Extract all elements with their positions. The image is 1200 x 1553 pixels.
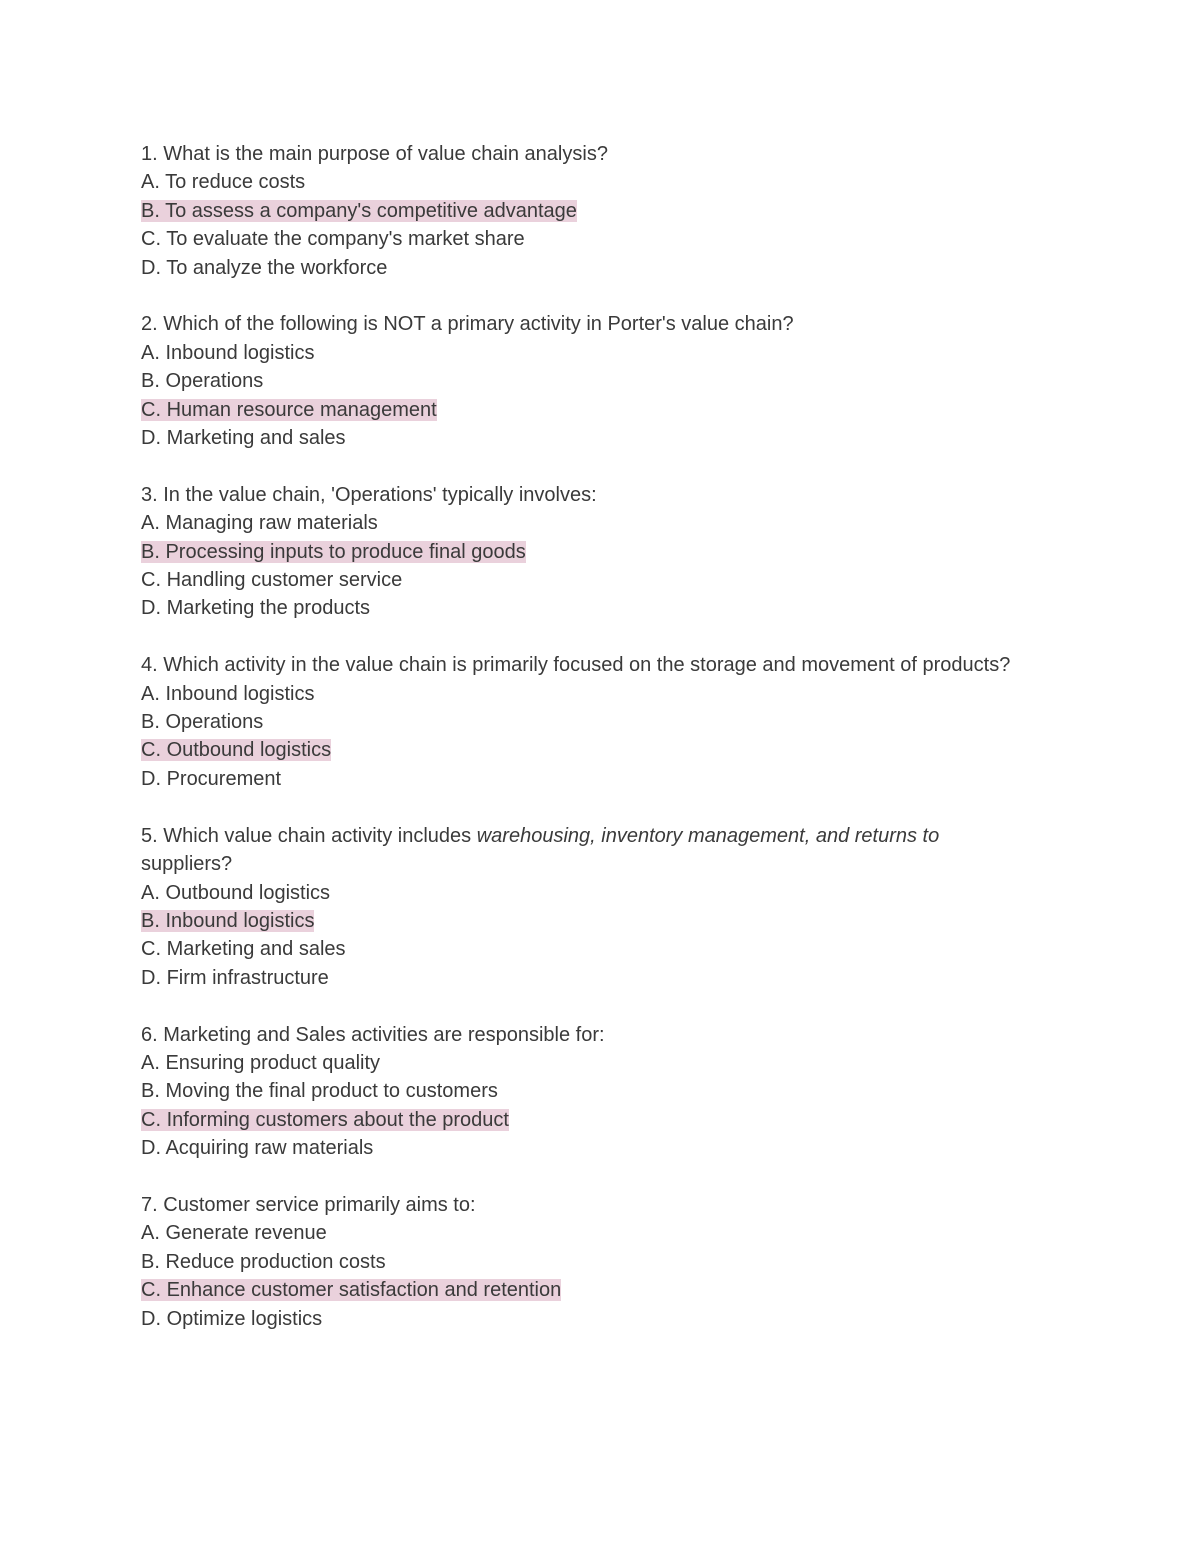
option-text (141, 427, 346, 449)
option-letter: C. (141, 398, 161, 421)
correct-answer-highlight (141, 1279, 561, 1301)
option-6c (141, 1106, 1021, 1134)
option-text (141, 597, 370, 619)
option-7c (141, 1276, 1021, 1304)
option-3a (141, 509, 1021, 537)
option-label: Outbound logistics (165, 881, 331, 904)
option-3b (141, 538, 1021, 566)
question-5 (141, 822, 1021, 992)
option-label: Inbound logistics (165, 909, 315, 932)
option-letter: B. (141, 199, 160, 222)
option-label: Operations (165, 370, 264, 393)
question-4 (141, 651, 1021, 793)
option-text (141, 228, 525, 250)
question-text: What is the main purpose of value chain analysis? (163, 143, 608, 165)
question-number: 1. (141, 143, 158, 165)
question-1-prompt (141, 140, 1021, 168)
option-text (141, 711, 263, 733)
option-label: Informing customers about the product (166, 1108, 509, 1131)
question-5-prompt (141, 822, 1021, 879)
option-letter: D. (141, 427, 161, 450)
correct-answer-highlight (141, 399, 437, 421)
option-3d (141, 594, 1021, 622)
option-7a (141, 1219, 1021, 1247)
option-2d (141, 424, 1021, 452)
question-1 (141, 140, 1021, 282)
option-text (141, 257, 387, 279)
option-label: Marketing and sales (166, 938, 346, 961)
option-text (141, 683, 314, 705)
option-text (141, 1052, 380, 1074)
question-number: 5. (141, 824, 158, 847)
question-number: 6. (141, 1023, 158, 1046)
option-label: Outbound logistics (166, 739, 332, 762)
option-label: To reduce costs (165, 171, 306, 194)
option-letter: D. (141, 597, 161, 620)
option-text (141, 882, 330, 904)
option-label: Inbound logistics (165, 682, 315, 705)
option-text (141, 171, 305, 193)
option-letter: B. (141, 711, 160, 734)
option-text (141, 512, 378, 534)
option-text (141, 1251, 386, 1273)
option-6b (141, 1077, 1021, 1105)
option-label: To assess a company's competitive advantage (165, 199, 577, 222)
question-2-prompt (141, 310, 1021, 338)
question-3 (141, 481, 1021, 623)
option-4a (141, 680, 1021, 708)
question-number: 4. (141, 654, 158, 677)
option-label: Processing inputs to produce final goods (165, 540, 526, 563)
option-letter: D. (141, 966, 161, 989)
option-label: Optimize logistics (166, 1307, 323, 1330)
option-1b (141, 197, 1021, 225)
question-7 (141, 1191, 1021, 1333)
quiz-document (141, 140, 1021, 1361)
option-6a (141, 1049, 1021, 1077)
option-letter: A. (141, 881, 160, 904)
question-6 (141, 1021, 1021, 1163)
option-label: Firm infrastructure (166, 966, 329, 989)
question-2 (141, 310, 1021, 452)
option-label: Moving the final product to customers (165, 1080, 498, 1103)
question-6-prompt (141, 1021, 1021, 1049)
option-letter: B. (141, 370, 160, 393)
option-label: Enhance customer satisfaction and retention (166, 1279, 562, 1302)
option-text (141, 1080, 498, 1102)
question-text-italic: warehousing, inventory management, and returns to (476, 824, 940, 847)
option-4b (141, 708, 1021, 736)
option-text (141, 342, 314, 364)
option-label: Generate revenue (165, 1222, 327, 1245)
option-letter: B. (141, 909, 160, 932)
option-label: Handling customer service (166, 569, 403, 592)
option-5b (141, 907, 1021, 935)
option-letter: B. (141, 1250, 160, 1273)
option-text (141, 370, 263, 392)
correct-answer-highlight (141, 910, 314, 932)
question-text: In the value chain, 'Operations' typically involves: (163, 483, 597, 506)
option-letter: C. (141, 938, 161, 961)
option-1c (141, 225, 1021, 253)
option-letter: B. (141, 540, 160, 563)
option-label: Ensuring product quality (165, 1051, 381, 1074)
option-letter: C. (141, 1279, 161, 1302)
option-5d (141, 964, 1021, 992)
option-letter: A. (141, 171, 160, 194)
option-text (141, 938, 346, 960)
option-4c (141, 736, 1021, 764)
option-letter: C. (141, 569, 161, 592)
option-letter: C. (141, 1108, 161, 1131)
option-label: Reduce production costs (165, 1250, 386, 1273)
option-label: Marketing and sales (166, 427, 346, 450)
option-2b (141, 367, 1021, 395)
option-letter: A. (141, 341, 160, 364)
option-text (141, 1308, 322, 1330)
option-6d (141, 1134, 1021, 1162)
option-5c (141, 935, 1021, 963)
option-letter: A. (141, 1051, 160, 1074)
option-text (141, 967, 329, 989)
question-number: 7. (141, 1193, 158, 1216)
option-text (141, 768, 281, 790)
question-text: Which activity in the value chain is primarily focused on the storage and movement of products? (163, 654, 1011, 677)
option-letter: D. (141, 1307, 161, 1330)
option-label: To evaluate the company's market share (166, 228, 525, 251)
option-label: Acquiring raw materials (165, 1137, 374, 1160)
correct-answer-highlight (141, 1109, 509, 1131)
option-label: To analyze the workforce (166, 256, 388, 279)
option-letter: D. (141, 256, 161, 279)
option-letter: C. (141, 739, 161, 762)
option-label: Human resource management (166, 398, 437, 421)
option-letter: D. (141, 1137, 161, 1160)
question-text: Customer service primarily aims to: (163, 1193, 476, 1216)
question-text (141, 825, 939, 875)
option-4d (141, 765, 1021, 793)
question-text: Which of the following is NOT a primary activity in Porter's value chain? (163, 313, 794, 336)
option-text (141, 569, 402, 591)
option-3c (141, 566, 1021, 594)
option-letter: D. (141, 767, 161, 790)
option-label: Procurement (166, 767, 282, 790)
question-4-prompt (141, 651, 1021, 679)
option-label: Managing raw materials (165, 512, 378, 535)
question-3-prompt (141, 481, 1021, 509)
option-1a (141, 168, 1021, 196)
option-label: Inbound logistics (165, 341, 315, 364)
option-5a (141, 879, 1021, 907)
option-7b (141, 1248, 1021, 1276)
correct-answer-highlight (141, 541, 526, 563)
option-label: Operations (165, 711, 264, 734)
option-letter: A. (141, 1222, 160, 1245)
option-label: Marketing the products (166, 597, 370, 620)
correct-answer-highlight (141, 200, 577, 222)
correct-answer-highlight (141, 739, 331, 761)
option-text (141, 1137, 373, 1159)
question-text-after: suppliers? (141, 853, 233, 876)
option-letter: B. (141, 1080, 160, 1103)
question-text: Marketing and Sales activities are responsible for: (163, 1023, 605, 1046)
question-number: 2. (141, 313, 158, 336)
question-text-before: Which value chain activity includes (163, 824, 477, 847)
question-number: 3. (141, 483, 158, 506)
question-7-prompt (141, 1191, 1021, 1219)
option-letter: A. (141, 512, 160, 535)
option-2c (141, 396, 1021, 424)
option-2a (141, 339, 1021, 367)
option-1d (141, 254, 1021, 282)
option-letter: A. (141, 682, 160, 705)
option-letter: C. (141, 228, 161, 251)
option-text (141, 1222, 327, 1244)
option-7d (141, 1305, 1021, 1333)
